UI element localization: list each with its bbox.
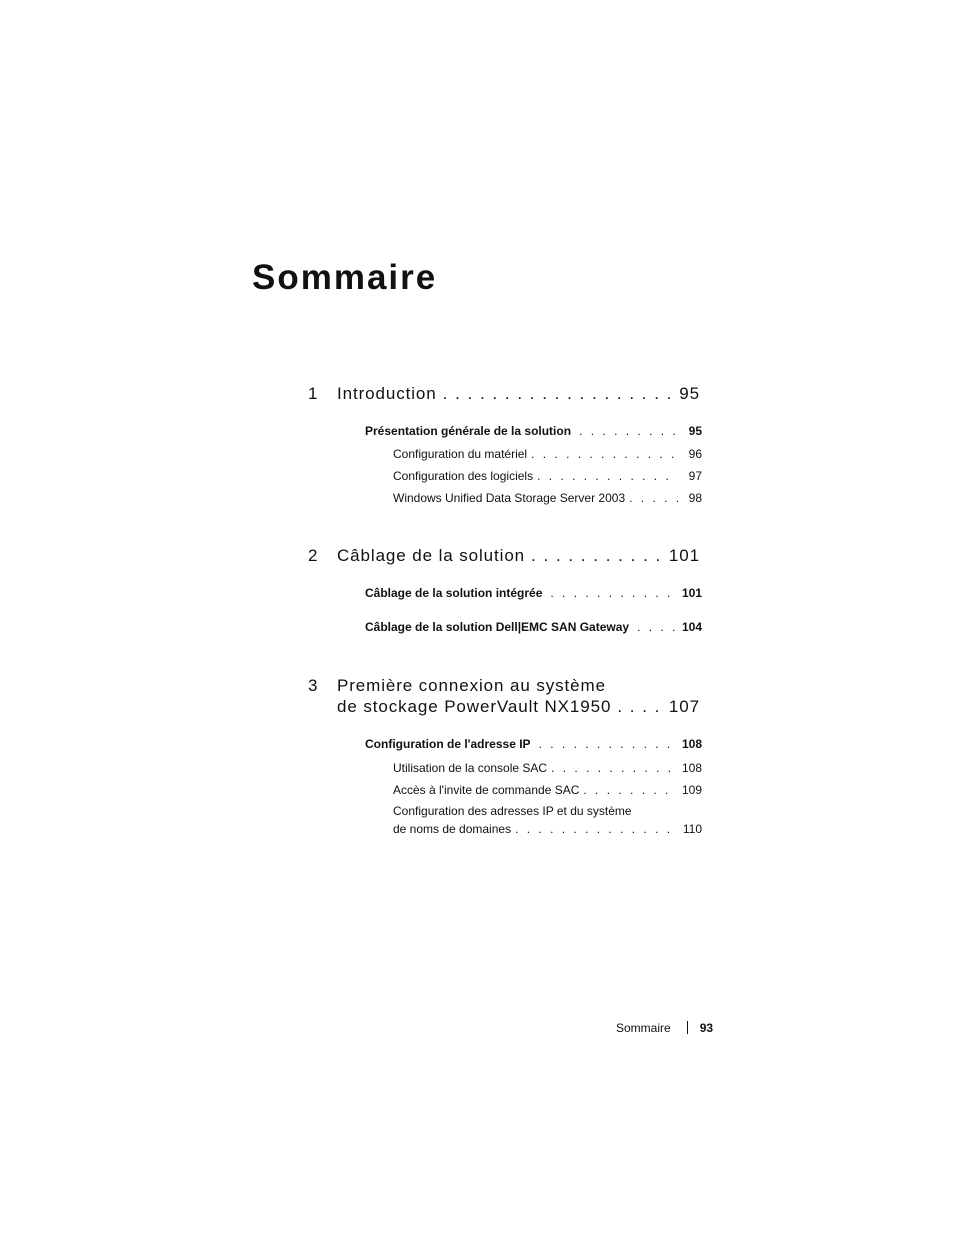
section-title: Configuration de l'adresse IP <box>365 737 531 751</box>
section-title: Câblage de la solution intégrée <box>365 586 543 600</box>
toc-subsection-ip-dns[interactable] <box>393 822 702 837</box>
subsection-title: Configuration des logiciels <box>393 469 534 483</box>
page-title: Sommaire <box>252 258 438 297</box>
subsection-title: Accès à l'invite de commande SAC <box>393 783 580 797</box>
section-page-number: 108 <box>681 737 702 751</box>
dot-leader <box>539 737 676 752</box>
chapter-title-continued: de stockage PowerVault NX1950 <box>337 697 612 716</box>
chapter-title: Première connexion au système <box>337 676 606 695</box>
subsection-title: Configuration des adresses IP et du système <box>393 804 632 818</box>
subsection-page-number: 96 <box>688 447 702 461</box>
toc-section-san-gateway-cabling[interactable] <box>365 620 702 635</box>
dot-leader <box>637 620 676 635</box>
toc-subsection-hardware[interactable] <box>393 447 702 462</box>
toc-subsection-windows-udss[interactable] <box>393 491 702 506</box>
dot-leader <box>583 783 676 798</box>
dot-leader <box>537 469 678 484</box>
page-footer <box>616 1021 713 1036</box>
toc-chapter-3-title-line-1[interactable] <box>308 675 700 696</box>
dot-leader <box>550 586 676 601</box>
toc-subsection-ip-dns-line-1[interactable] <box>393 804 632 819</box>
section-page-number: 104 <box>681 620 702 634</box>
section-page-number: 101 <box>681 586 702 600</box>
dot-leader <box>531 447 678 462</box>
toc-subsection-sac-console[interactable] <box>393 761 702 776</box>
toc-section-ip-config[interactable] <box>365 737 702 752</box>
toc-chapter-1[interactable] <box>308 383 700 404</box>
subsection-page-number: 108 <box>681 761 702 775</box>
dot-leader <box>531 545 663 566</box>
footer-page-number: 93 <box>699 1021 714 1035</box>
toc-chapter-2[interactable] <box>308 545 700 566</box>
dot-leader <box>629 491 678 506</box>
chapter-number: 2 <box>308 546 319 565</box>
section-page-number: 95 <box>688 424 702 438</box>
section-title: Présentation générale de la solution <box>365 424 572 438</box>
dot-leader <box>443 383 674 404</box>
dot-leader <box>551 761 676 776</box>
section-title: Câblage de la solution Dell|EMC SAN Gateway <box>365 620 630 634</box>
subsection-title: Windows Unified Data Storage Server 2003 <box>393 491 626 505</box>
footer-label: Sommaire <box>616 1021 671 1035</box>
chapter-title: Introduction <box>337 384 437 403</box>
subsection-page-number: 110 <box>682 822 702 836</box>
subsection-title-continued: de noms de domaines <box>393 822 512 836</box>
chapter-number: 3 <box>308 676 319 695</box>
toc-section-overview[interactable] <box>365 424 702 439</box>
footer-separator <box>687 1021 688 1034</box>
chapter-page-number: 95 <box>679 384 700 403</box>
toc-subsection-sac-prompt[interactable] <box>393 783 702 798</box>
subsection-title: Utilisation de la console SAC <box>393 761 548 775</box>
chapter-title: Câblage de la solution <box>337 546 526 565</box>
dot-leader <box>579 424 683 439</box>
dot-leader <box>617 696 663 717</box>
subsection-page-number: 98 <box>688 491 702 505</box>
toc-section-integrated-cabling[interactable] <box>365 586 702 601</box>
chapter-number: 1 <box>308 384 319 403</box>
chapter-page-number: 101 <box>668 546 700 565</box>
subsection-page-number: 109 <box>681 783 702 797</box>
subsection-title: Configuration du matériel <box>393 447 528 461</box>
chapter-page-number: 107 <box>668 697 700 716</box>
subsection-page-number: 97 <box>688 469 702 483</box>
dot-leader <box>515 822 677 837</box>
toc-subsection-software[interactable] <box>393 469 702 484</box>
toc-chapter-3[interactable] <box>337 696 700 717</box>
